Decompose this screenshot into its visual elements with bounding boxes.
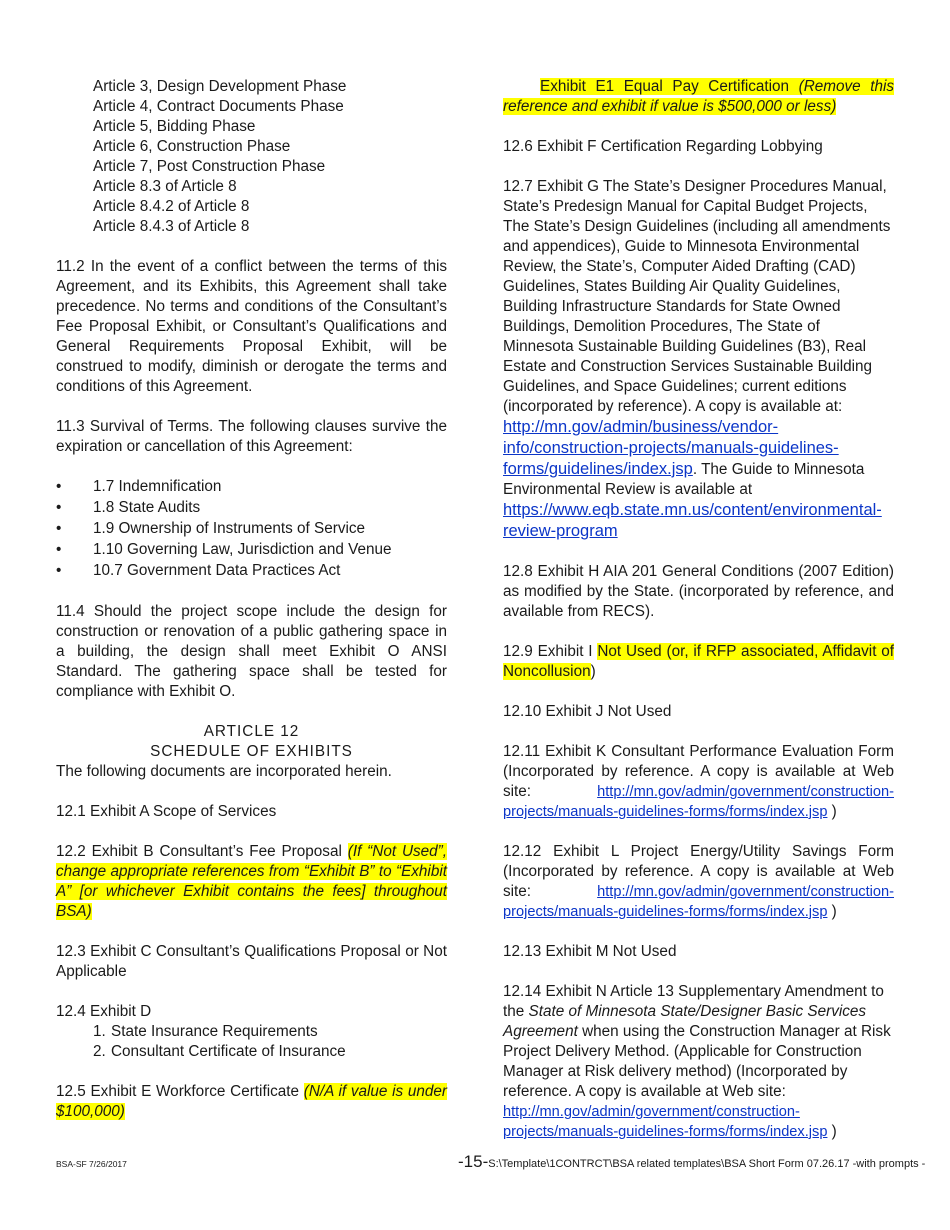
article-item: Article 8.4.2 of Article 8 xyxy=(93,198,250,215)
incorporated-intro: The following documents are incorporated herein. xyxy=(56,763,392,780)
left-column xyxy=(56,77,447,1122)
list-item: • 1.9 Ownership of Instruments of Service xyxy=(56,520,366,537)
right-column xyxy=(503,77,894,1142)
exhibit-12-9: 12.9 Exhibit I Not Used (or, if RFP associated, Affidavit of Noncollusion) xyxy=(503,643,895,680)
exhibit-12-11: 12.11 Exhibit K Consultant Performance Evaluation Form (Incorporated by reference. A copy is available at Web site: http://mn.gov/admin/government/construction-projects/manuals-guidelines-forms/forms/index.jsp ) xyxy=(503,743,894,820)
exhibit-12-4: 12.4 Exhibit D xyxy=(56,1003,152,1020)
bullet-icon: • xyxy=(56,520,62,537)
section-11-4: 11.4 Should the project scope include the design for construction or renovation of a public gathering space in a building, the design shall meet Exhibit O ANSI Standard. The gathering space shall be tested for compliance with Exhibit O. xyxy=(56,603,447,700)
schedule-of-exhibits-heading: SCHEDULE OF EXHIBITS xyxy=(150,743,353,760)
bullet-icon: • xyxy=(56,541,62,558)
exhibit-12-5: 12.5 Exhibit E Workforce Certificate (N/A if value is under $100,000) xyxy=(56,1083,447,1120)
exhibit-e1: Exhibit E1 Equal Pay Certification (Remove this reference and exhibit if value is $500,000 or less) xyxy=(503,78,894,115)
surviving-clauses-list xyxy=(56,477,447,582)
exhibit-12-12: 12.12 Exhibit L Project Energy/Utility Savings Form (Incorporated by reference. A copy is available at Web site: http://mn.gov/admin/government/construction-projects/manuals-guidelines-forms/forms/index.jsp ) xyxy=(503,843,894,920)
article-item: Article 6, Construction Phase xyxy=(93,138,291,155)
environmental-review-link[interactable]: https://www.eqb.state.mn.us/content/environmental-review-program xyxy=(503,501,882,540)
article-item: Article 8.3 of Article 8 xyxy=(93,178,237,195)
file-path: S:\Template\1CONTRCT\BSA related templates\BSA Short Form 07.26.17 -with prompts - xyxy=(488,1158,926,1170)
exhibit-12-8: 12.8 Exhibit H AIA 201 General Conditions (2007 Edition) as modified by the State. (incorporated by reference, and available from RECS). xyxy=(503,563,894,620)
article-item: Article 8.4.3 of Article 8 xyxy=(93,218,250,235)
list-item: 2. Consultant Certificate of Insurance xyxy=(93,1043,346,1060)
exhibit-12-10: 12.10 Exhibit J Not Used xyxy=(503,703,672,720)
article-item: Article 7, Post Construction Phase xyxy=(93,158,326,175)
list-item: • 1.8 State Audits xyxy=(56,499,201,516)
article-item: Article 5, Bidding Phase xyxy=(93,118,256,135)
bullet-icon: • xyxy=(56,499,62,516)
included-articles-list xyxy=(56,77,447,237)
savings-form-link[interactable]: http://mn.gov/admin/government/construction-projects/manuals-guidelines-forms/forms/index.jsp xyxy=(503,884,894,920)
list-item: • 1.10 Governing Law, Jurisdiction and Venue xyxy=(56,541,392,558)
highlighted-note: (Remove this reference and exhibit if value is $500,000 or less) xyxy=(503,78,894,115)
list-item: • 1.7 Indemnification xyxy=(56,478,222,495)
list-item: • 10.7 Government Data Practices Act xyxy=(56,562,341,579)
section-11-3: 11.3 Survival of Terms. The following clauses survive the expiration or cancellation of this Agreement: xyxy=(56,418,447,455)
form-id-footer: BSA-SF 7/26/2017 xyxy=(56,1159,127,1169)
exhibit-12-14: 12.14 Exhibit N Article 13 Supplementary Amendment to the State of Minnesota State/Designer Basic Services Agreement when using the Construction Manager at Risk Project Delivery Method. (Applicable for Construction Manager at Risk delivery method) (Incorporated by reference. A copy is available at Web site: http://mn.gov/admin/government/construction-projects/manuals-guidelines-forms/forms/index.jsp ) xyxy=(503,983,891,1140)
exhibit-12-3: 12.3 Exhibit C Consultant’s Qualifications Proposal or Not Applicable xyxy=(56,943,447,980)
bullet-icon: • xyxy=(56,478,62,495)
guidelines-link[interactable]: http://mn.gov/admin/business/vendor-info/construction-projects/manuals-guidelines-forms/guidelines/index.jsp xyxy=(503,418,839,478)
exhibit-12-6: 12.6 Exhibit F Certification Regarding Lobbying xyxy=(503,138,823,155)
article-item: Article 4, Contract Documents Phase xyxy=(93,98,344,115)
cmar-form-link[interactable]: http://mn.gov/admin/government/construction-projects/manuals-guidelines-forms/forms/index.jsp xyxy=(503,1104,828,1140)
article-12-heading: ARTICLE 12 xyxy=(203,723,300,740)
highlighted-note: (N/A if value is under $100,000) xyxy=(56,1083,447,1120)
page-number: -15- xyxy=(458,1152,489,1171)
exhibit-d-list xyxy=(56,1022,447,1062)
page-footer xyxy=(458,1153,925,1173)
bullet-icon: • xyxy=(56,562,62,579)
section-11-2: 11.2 In the event of a conflict between the terms of this Agreement, and its Exhibits, this Agreement shall take precedence. No terms and conditions of the Consultant’s Fee Proposal Exhibit, or Consultant’s Qualifications and General Requirements Proposal Exhibit, will be construed to modify, diminish or derogate the terms and conditions of this Agreement. xyxy=(56,258,447,395)
highlighted-note: Not Used (or, if RFP associated, Affidavit of Noncollusion xyxy=(503,643,895,680)
list-item: 1. State Insurance Requirements xyxy=(93,1023,318,1040)
exhibit-12-2: 12.2 Exhibit B Consultant’s Fee Proposal (If “Not Used”, change appropriate references from “Exhibit B” to “Exhibit A” [or whichever Exhibit contains the fees] throughout BSA) xyxy=(56,843,447,920)
exhibit-12-13: 12.13 Exhibit M Not Used xyxy=(503,943,677,960)
highlighted-note: (If “Not Used”, change appropriate references from “Exhibit B” to “Exhibit A” [or whichever Exhibit contains the fees] throughout BSA) xyxy=(56,843,447,920)
exhibit-12-1: 12.1 Exhibit A Scope of Services xyxy=(56,803,277,820)
exhibit-12-7: 12.7 Exhibit G The State’s Designer Procedures Manual, State’s Predesign Manual for Capital Budget Projects, The State’s Design Guidelines (including all amendments and appendices), Guide to Minnesota Environmental Review, the State’s, Computer Aided Drafting (CAD) Guidelines, States Building Air Quality Guidelines, Building Infrastructure Standards for State Owned Buildings, Demolition Procedures, The State of Minnesota Sustainable Building Guidelines (B3), Real Estate and Construction Services Sustainable Building Guidelines, and Space Guidelines; current editions (incorporated by reference). A copy is available at: http://mn.gov/admin/business/vendor-info/construction-projects/manuals-guidelines-forms/guidelines/index.jsp. The Guide to Minnesota Environmental Review is available at https://www.eqb.state.mn.us/content/environmental-review-program xyxy=(503,178,891,540)
article-item: Article 3, Design Development Phase xyxy=(93,78,347,95)
evaluation-form-link[interactable]: http://mn.gov/admin/government/construction-projects/manuals-guidelines-forms/forms/index.jsp xyxy=(503,784,894,820)
